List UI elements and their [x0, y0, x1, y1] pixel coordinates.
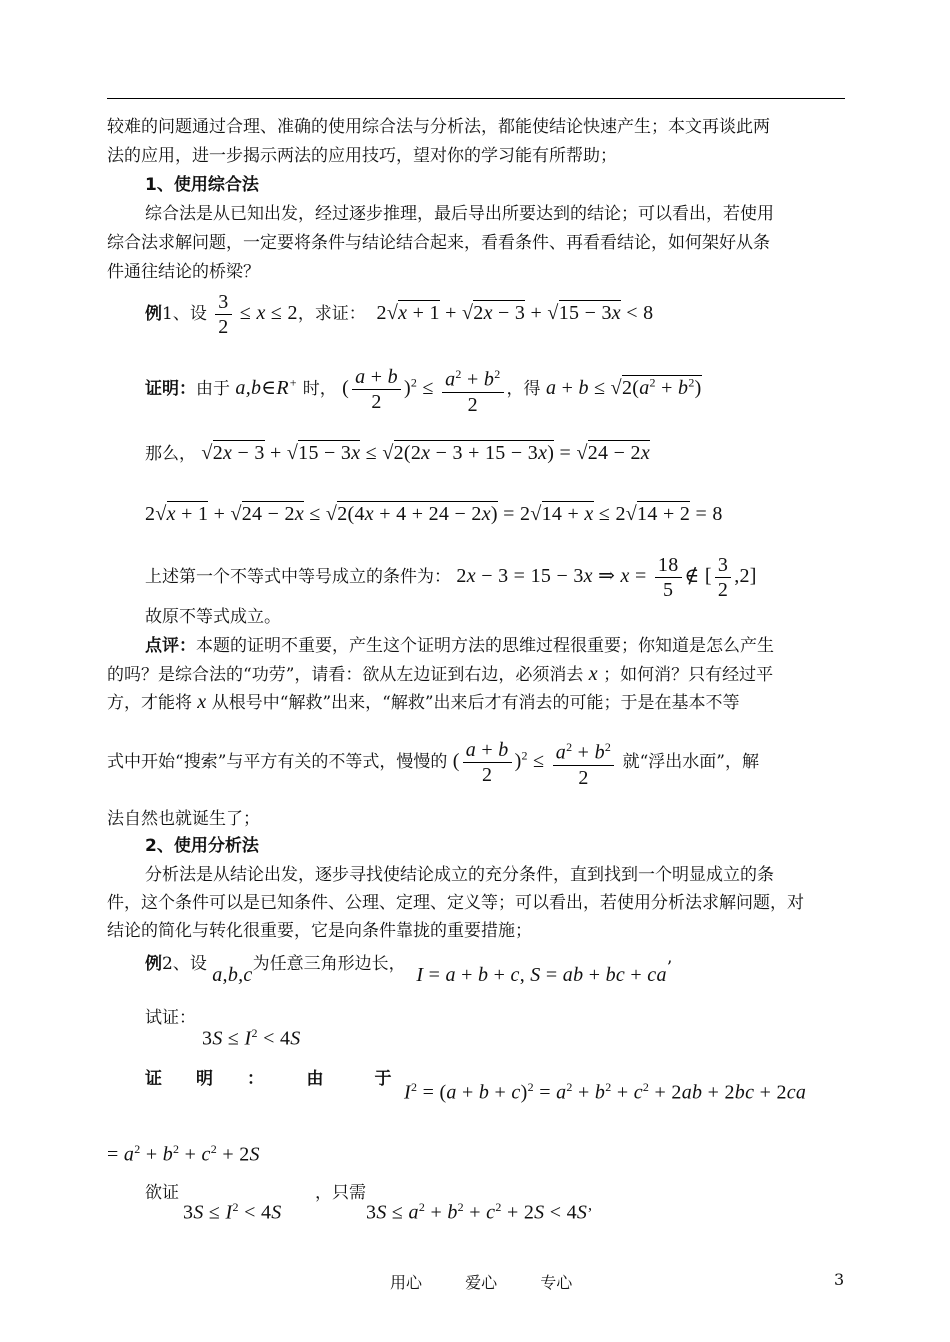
- example2-want: 欲证: [145, 1183, 179, 1203]
- section2-para-3: 结论的简化与转化很重要，它是向条件靠拢的重要措施；: [107, 921, 532, 941]
- example2-statement: 例2、设 a,b,c为任意三角形边长， I = a + b + c, S = ab + bc + ca’: [145, 954, 673, 986]
- example2-only-need: ，只需: [315, 1183, 366, 1203]
- comment-line-4: 式中开始“搜索”与平方有关的不等式，慢慢的 ( $\frac{a + b}{2}$ )$^2$ ≤ $\frac{a^2 + b^2}{2}$ 就“浮出水面”，解: [107, 735, 759, 790]
- page-number: 3: [834, 1270, 845, 1289]
- section2-para-2: 件，这个条件可以是已知条件、公理、定理、定义等；可以看出，若使用分析法求解问题，对: [107, 893, 804, 913]
- example2-want-formula: $3S \le I^2 < 4S$: [183, 1200, 282, 1224]
- footer-motto-3: 专心: [540, 1273, 573, 1292]
- comment-line-5: 法自然也就诞生了；: [107, 809, 260, 829]
- section1-heading: 1、使用综合法: [145, 175, 259, 195]
- header-rule: [107, 98, 845, 99]
- example2-proof-formula-1: $I^2 = (a + b + c)^2 = a^2 + b^2 + c^2 + 2ab + 2bc + 2ca$: [404, 1080, 807, 1104]
- example2-proof-label: 证 明 ： 由 于: [145, 1069, 392, 1089]
- footer-motto: [390, 1270, 610, 1293]
- intro-line-1: 较难的问题通过合理、准确的使用综合法与分析法，都能使结论快速产生；本文再谈此两: [107, 117, 770, 137]
- example1-equality-condition: 上述第一个不等式中等号成立的条件为： 2x − 3 = 15 − 3x ⇒ x = $\frac{18}{5}$ ∉ [ $\frac{3}{2}$ ,2]: [145, 554, 757, 601]
- comment-line-2: 的吗？是综合法的“功劳”，请看：欲从左边证到右边，必须消去 x ；如何消？只有经过平: [107, 663, 774, 685]
- section2-para-1: 分析法是从结论出发，逐步寻找使结论成立的充分条件，直到找到一个明显成立的条: [145, 865, 774, 885]
- section1-para-2: 综合法求解问题，一定要将条件与结论结合起来，看看条件、再看看结论，如何架好从条: [107, 233, 770, 253]
- example1-proof-2: 那么， √ 2x − 3 + √ 15 − 3x ≤ √ 2(2x − 3 + 15 − 3x) = √ 24 − 2x: [145, 440, 650, 467]
- example2-prove-formula: $3S \le I^2 < 4S$: [202, 1026, 301, 1050]
- example1-proof-3: 2√ x + 1 + √ 24 − 2x ≤ √ 2(4x + 4 + 24 − 2x) = 2√ 14 + x ≤ 2√ 14 + 2 = 8: [145, 501, 723, 528]
- comment-line-3: 方，才能将 x 从根号中“解救”出来，“解救”出来后才有消去的可能；于是在基本不等: [107, 691, 740, 713]
- example1-conclusion: 故原不等式成立。: [145, 607, 281, 627]
- footer-motto-1: 用心: [390, 1273, 423, 1292]
- intro-line-2: 法的应用，进一步揭示两法的应用技巧，望对你的学习能有所帮助；: [107, 146, 617, 166]
- section1-para-1: 综合法是从已知出发，经过逐步推理，最后导出所要达到的结论；可以看出，若使用: [145, 204, 774, 224]
- example2-proof-formula-2: = $a^2 + b^2 + c^2 + 2S$: [107, 1142, 260, 1166]
- section1-para-3: 件通往结论的桥梁？: [107, 262, 260, 282]
- example2-prove-label: 试证：: [145, 1008, 196, 1028]
- example2-only-need-formula: $3S \le a^2 + b^2 + c^2 + 2S < 4S$’: [366, 1200, 593, 1224]
- section2-heading: 2、使用分析法: [145, 836, 259, 856]
- example1-statement: 例1、设 $\frac{3}{2}$ ≤ x ≤ 2，求证： 2√ x + 1 + √ 2x − 3 + √ 15 − 3x < 8: [145, 290, 653, 339]
- example1-proof-1: 证明：由于 a,b∈R+ 时， ( $\frac{a + b}{2}$ )$^2$ ≤ $\frac{a^2 + b^2}{2}$ ，得 a + b ≤ √ $2(a^2 + b^2)$: [145, 362, 702, 417]
- footer-motto-2: 爱心: [465, 1273, 498, 1292]
- comment-line-1: 点评：本题的证明不重要，产生这个证明方法的思维过程很重要；你知道是怎么产生: [145, 636, 774, 656]
